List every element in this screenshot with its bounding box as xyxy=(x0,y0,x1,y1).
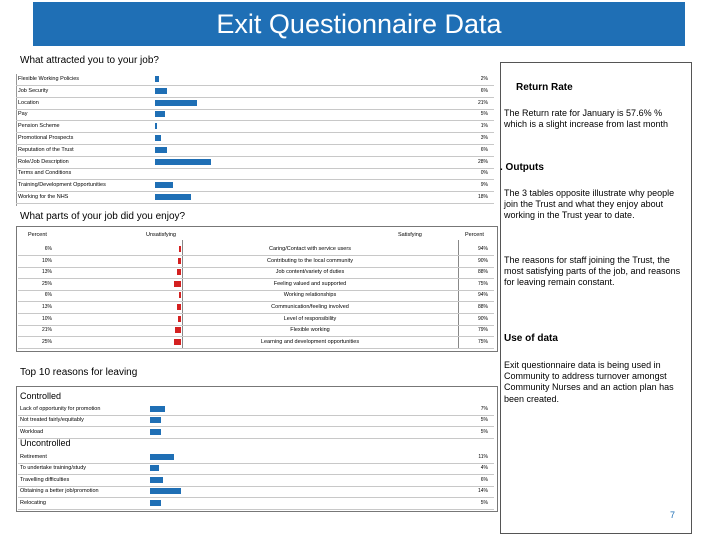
enjoy-row-divider xyxy=(18,325,494,326)
leaving-row-divider xyxy=(18,426,494,427)
leaving-controlled-bar xyxy=(150,406,165,412)
attracted-row-value: 18% xyxy=(477,194,488,200)
attracted-bar xyxy=(155,88,167,94)
enjoy-row-satisfying-value: 94% xyxy=(477,292,488,299)
attracted-row-divider xyxy=(16,120,494,121)
enjoy-row-unsatisfying-value: 25% xyxy=(41,338,52,345)
enjoy-row-label: Learning and development opportunities xyxy=(260,338,360,345)
attracted-bar xyxy=(155,194,191,200)
enjoy-unsatisfying-bar xyxy=(179,292,181,298)
attracted-row-label: Working for the NHS xyxy=(18,194,69,200)
enjoy-unsatisfying-bar xyxy=(175,327,181,333)
reasons-text: The reasons for staff joining the Trust, the most satisfying parts of the job, and reasons for leaving remain constant. xyxy=(504,255,681,288)
enjoy-row-satisfying-value: 88% xyxy=(477,304,488,310)
enjoy-heading: What parts of your job did you enjoy? xyxy=(20,211,186,222)
leaving-uncontrolled-bar xyxy=(150,488,181,494)
attracted-row-label: Pay xyxy=(18,111,28,118)
leaving-uncontrolled-label: To undertake training/study xyxy=(20,465,87,472)
enjoy-divider-left xyxy=(182,240,183,348)
enjoy-row-divider xyxy=(18,348,494,349)
outputs-title: . Outputs xyxy=(500,162,544,173)
leaving-uncontrolled-value: 6% xyxy=(480,476,488,483)
leaving-uncontrolled-value: 5% xyxy=(480,499,488,506)
leaving-uncontrolled-bar xyxy=(150,454,174,460)
leaving-row-divider xyxy=(18,463,494,464)
enjoy-row-label: Level of responsibility xyxy=(283,315,337,322)
attracted-row-label: Role/Job Description xyxy=(18,158,69,165)
enjoy-row-label: Caring/Contact with service users xyxy=(269,246,351,252)
enjoy-divider-right xyxy=(458,240,459,348)
enjoy-row-unsatisfying-value: 21% xyxy=(41,327,52,334)
enjoy-row-unsatisfying-value: 13% xyxy=(41,269,52,276)
enjoy-row-satisfying-value: 75% xyxy=(477,280,488,287)
enjoy-row-satisfying-value: 90% xyxy=(477,315,488,322)
leaving-controlled-label: Workload xyxy=(20,428,44,435)
leaving-uncontrolled-label: Travelling difficulties xyxy=(20,476,70,483)
attracted-row-value: 6% xyxy=(480,146,488,153)
enjoy-unsatisfying-bar xyxy=(177,304,181,310)
enjoy-col-unsatisfying: Unsatisfying xyxy=(146,232,176,238)
attracted-row-label: Flexible Working Policies xyxy=(18,76,80,82)
enjoy-row-label: Working relationships xyxy=(283,292,337,299)
attracted-bar xyxy=(155,159,211,165)
enjoy-col-percent-right: Percent xyxy=(465,232,484,238)
leaving-uncontrolled-value: 14% xyxy=(477,488,488,495)
use-of-data-text: Exit questionnaire data is being used in Community to address turnover amongst Community Nurses and an action plan has been created. xyxy=(504,360,674,404)
leaving-row-divider xyxy=(18,438,494,439)
leaving-controlled-value: 5% xyxy=(480,428,488,435)
enjoy-row-satisfying-value: 88% xyxy=(477,269,488,276)
attracted-row-divider xyxy=(16,85,494,86)
leaving-controlled-bar xyxy=(150,429,161,435)
enjoy-row-unsatisfying-value: 25% xyxy=(41,280,52,287)
attracted-row-label: Promotional Prospects xyxy=(18,135,74,141)
enjoy-row-unsatisfying-value: 6% xyxy=(44,246,52,252)
leaving-uncontrolled-bar xyxy=(150,477,163,483)
use-of-data-title: Use of data xyxy=(504,333,558,344)
attracted-row-divider xyxy=(16,97,494,98)
enjoy-row-label: Contributing to the local community xyxy=(267,257,353,264)
attracted-row-divider xyxy=(16,179,494,180)
enjoy-row-label: Feeling valued and supported xyxy=(273,280,347,287)
attracted-row-value: 5% xyxy=(480,111,488,118)
attracted-bar xyxy=(155,135,161,141)
attracted-row-divider xyxy=(16,109,494,110)
enjoy-row-divider xyxy=(18,267,494,268)
attracted-bar xyxy=(155,111,165,117)
leaving-uncontrolled-label: Retirement xyxy=(20,454,47,460)
leaving-row-divider xyxy=(18,486,494,487)
attracted-row-value: 21% xyxy=(477,99,488,106)
leaving-controlled-bar xyxy=(150,417,161,423)
leaving-uncontrolled-label: Obtaining a better job/promotion xyxy=(20,488,99,495)
attracted-row-divider xyxy=(16,144,494,145)
leaving-uncontrolled-bar xyxy=(150,500,161,506)
enjoy-col-satisfying: Satisfying xyxy=(398,232,422,238)
attracted-row-label: Terms and Conditions xyxy=(18,170,72,177)
attracted-row-value: 1% xyxy=(480,123,488,130)
return-rate-text: The Return rate for January is 57.6% % which is a slight increase from last month xyxy=(504,108,669,130)
enjoy-unsatisfying-bar xyxy=(178,258,181,264)
enjoy-row-satisfying-value: 94% xyxy=(477,246,488,252)
controlled-label: Controlled xyxy=(20,391,62,401)
enjoy-row-unsatisfying-value: 6% xyxy=(44,292,52,299)
attracted-row-label: Pension Scheme xyxy=(18,123,60,130)
leaving-controlled-value: 7% xyxy=(480,406,488,412)
enjoy-row-divider xyxy=(18,336,494,337)
attracted-row-label: Training/Development Opportunities xyxy=(18,182,106,189)
summary-panel xyxy=(500,62,692,534)
enjoy-unsatisfying-bar xyxy=(179,246,181,252)
leaving-row-divider xyxy=(18,509,494,510)
enjoy-row-divider xyxy=(18,290,494,291)
enjoy-row-divider xyxy=(18,278,494,279)
attracted-row-value: 9% xyxy=(480,182,488,189)
enjoy-unsatisfying-bar xyxy=(178,316,181,322)
attracted-row-divider xyxy=(16,203,494,204)
attracted-row-label: Location xyxy=(18,99,39,106)
enjoy-row-divider xyxy=(18,255,494,256)
leaving-uncontrolled-bar xyxy=(150,465,159,471)
attracted-row-label: Reputation of the Trust xyxy=(18,146,74,153)
enjoy-unsatisfying-bar xyxy=(177,269,181,275)
leaving-uncontrolled-value: 11% xyxy=(478,454,488,460)
uncontrolled-label: Uncontrolled xyxy=(20,438,71,448)
attracted-row-value: 2% xyxy=(480,76,488,82)
enjoy-row-satisfying-value: 79% xyxy=(477,327,488,334)
enjoy-col-percent-left: Percent xyxy=(28,232,47,238)
outputs-text: The 3 tables opposite illustrate why people join the Trust and what they enjoy about working in the Trust year to date. xyxy=(504,188,675,221)
attracted-row-divider xyxy=(16,191,494,192)
leaving-controlled-label: Lack of opportunity for promotion xyxy=(20,406,101,412)
attracted-row-value: 28% xyxy=(477,158,488,165)
attracted-bar xyxy=(155,100,197,106)
attracted-bar xyxy=(155,182,173,188)
enjoy-row-unsatisfying-value: 10% xyxy=(41,257,52,264)
attracted-bar xyxy=(155,147,167,153)
attracted-row-divider xyxy=(16,168,494,169)
enjoy-row-unsatisfying-value: 10% xyxy=(41,315,52,322)
return-rate-title: Return Rate xyxy=(516,82,573,93)
enjoy-row-divider xyxy=(18,313,494,314)
enjoy-row-label: Job content/variety of duties xyxy=(275,269,345,276)
attracted-row-value: 3% xyxy=(480,135,488,141)
attracted-bar xyxy=(155,123,157,129)
page-number: 7 xyxy=(670,510,676,520)
leaving-uncontrolled-value: 4% xyxy=(480,465,488,472)
attracted-row-divider xyxy=(16,132,494,133)
attracted-bar xyxy=(155,76,159,82)
enjoy-row-label: Flexible working xyxy=(290,327,330,334)
enjoy-unsatisfying-bar xyxy=(174,281,182,287)
attracted-row-label: Job Security xyxy=(18,87,49,94)
leaving-row-divider xyxy=(18,497,494,498)
enjoy-row-divider xyxy=(18,301,494,302)
enjoy-unsatisfying-bar xyxy=(174,339,182,345)
leaving-row-divider xyxy=(18,474,494,475)
enjoy-row-satisfying-value: 90% xyxy=(477,257,488,264)
leaving-controlled-value: 5% xyxy=(480,417,488,424)
enjoy-row-satisfying-value: 75% xyxy=(477,338,488,345)
attracted-row-divider xyxy=(16,156,494,157)
leaving-heading: Top 10 reasons for leaving xyxy=(20,367,138,378)
page-title: Exit Questionnaire Data xyxy=(33,2,685,46)
leaving-row-divider xyxy=(18,415,494,416)
enjoy-row-unsatisfying-value: 13% xyxy=(41,304,52,310)
leaving-controlled-label: Not treated fairly/equitably xyxy=(20,417,84,424)
attracted-heading: What attracted you to your job? xyxy=(20,55,159,66)
enjoy-row-label: Communication/feeling involved xyxy=(271,304,349,310)
leaving-uncontrolled-label: Relocating xyxy=(20,499,46,506)
attracted-row-value: 6% xyxy=(480,87,488,94)
attracted-row-value: 0% xyxy=(480,170,488,177)
